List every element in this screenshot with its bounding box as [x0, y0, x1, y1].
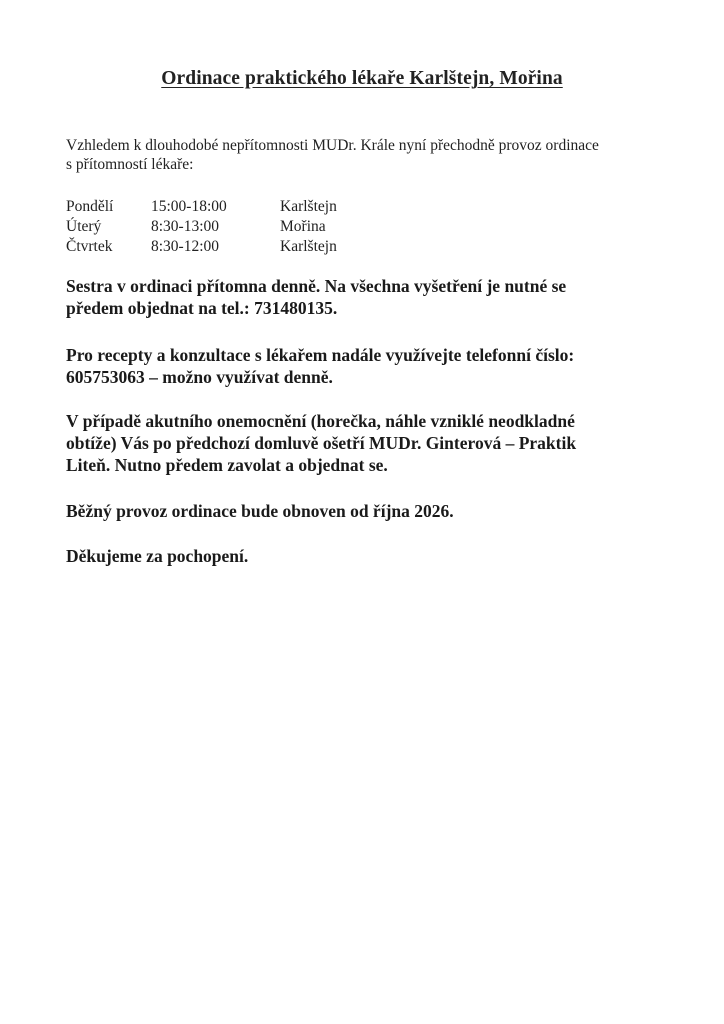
- restore-paragraph: [66, 500, 666, 522]
- schedule-place: Mořina: [280, 218, 326, 235]
- paragraph-line: Běžný provoz ordinace bude obnoven od října 2026.: [66, 501, 454, 521]
- paragraph-line: V případě akutního onemocnění (horečka, náhle vzniklé neodkladné: [66, 411, 575, 431]
- paragraph-line: 605753063 – možno využívat denně.: [66, 367, 333, 387]
- intro-paragraph: [66, 136, 666, 174]
- schedule-day: Pondělí: [66, 198, 114, 215]
- schedule-day: Čtvrtek: [66, 238, 113, 255]
- paragraph-line: předem objednat na tel.: 731480135.: [66, 298, 338, 318]
- schedule-day: Úterý: [66, 218, 102, 235]
- schedule-time: 8:30-13:00: [151, 218, 220, 235]
- paragraph-line: Pro recepty a konzultace s lékařem nadále využívejte telefonní číslo:: [66, 345, 575, 365]
- schedule-place: Karlštejn: [280, 238, 337, 255]
- nurse-paragraph: [66, 275, 666, 319]
- schedule-place: Karlštejn: [280, 198, 337, 215]
- paragraph-line: Liteň. Nutno předem zavolat a objednat se.: [66, 455, 388, 475]
- prescriptions-paragraph: [66, 344, 666, 388]
- schedule-time: 8:30-12:00: [151, 238, 220, 255]
- intro-line: s přítomností lékaře:: [66, 156, 194, 173]
- schedule-row: [66, 237, 400, 257]
- schedule-row: [66, 217, 400, 237]
- intro-line: Vzhledem k dlouhodobé nepřítomnosti MUDr. Krále nyní přechodně provoz ordinace: [66, 137, 599, 154]
- acute-illness-paragraph: [66, 410, 666, 476]
- thanks-paragraph: [66, 545, 666, 567]
- paragraph-line: Děkujeme za pochopení.: [66, 546, 249, 566]
- paragraph-line: obtíže) Vás po předchozí domluvě ošetří MUDr. Ginterová – Praktik: [66, 433, 577, 453]
- schedule-table: [66, 197, 400, 257]
- schedule-row: [66, 197, 400, 217]
- schedule-time: 15:00-18:00: [151, 198, 227, 215]
- paragraph-line: Sestra v ordinaci přítomna denně. Na všechna vyšetření je nutné se: [66, 276, 567, 296]
- page-title: Ordinace praktického lékaře Karlštejn, Mořina: [161, 68, 563, 89]
